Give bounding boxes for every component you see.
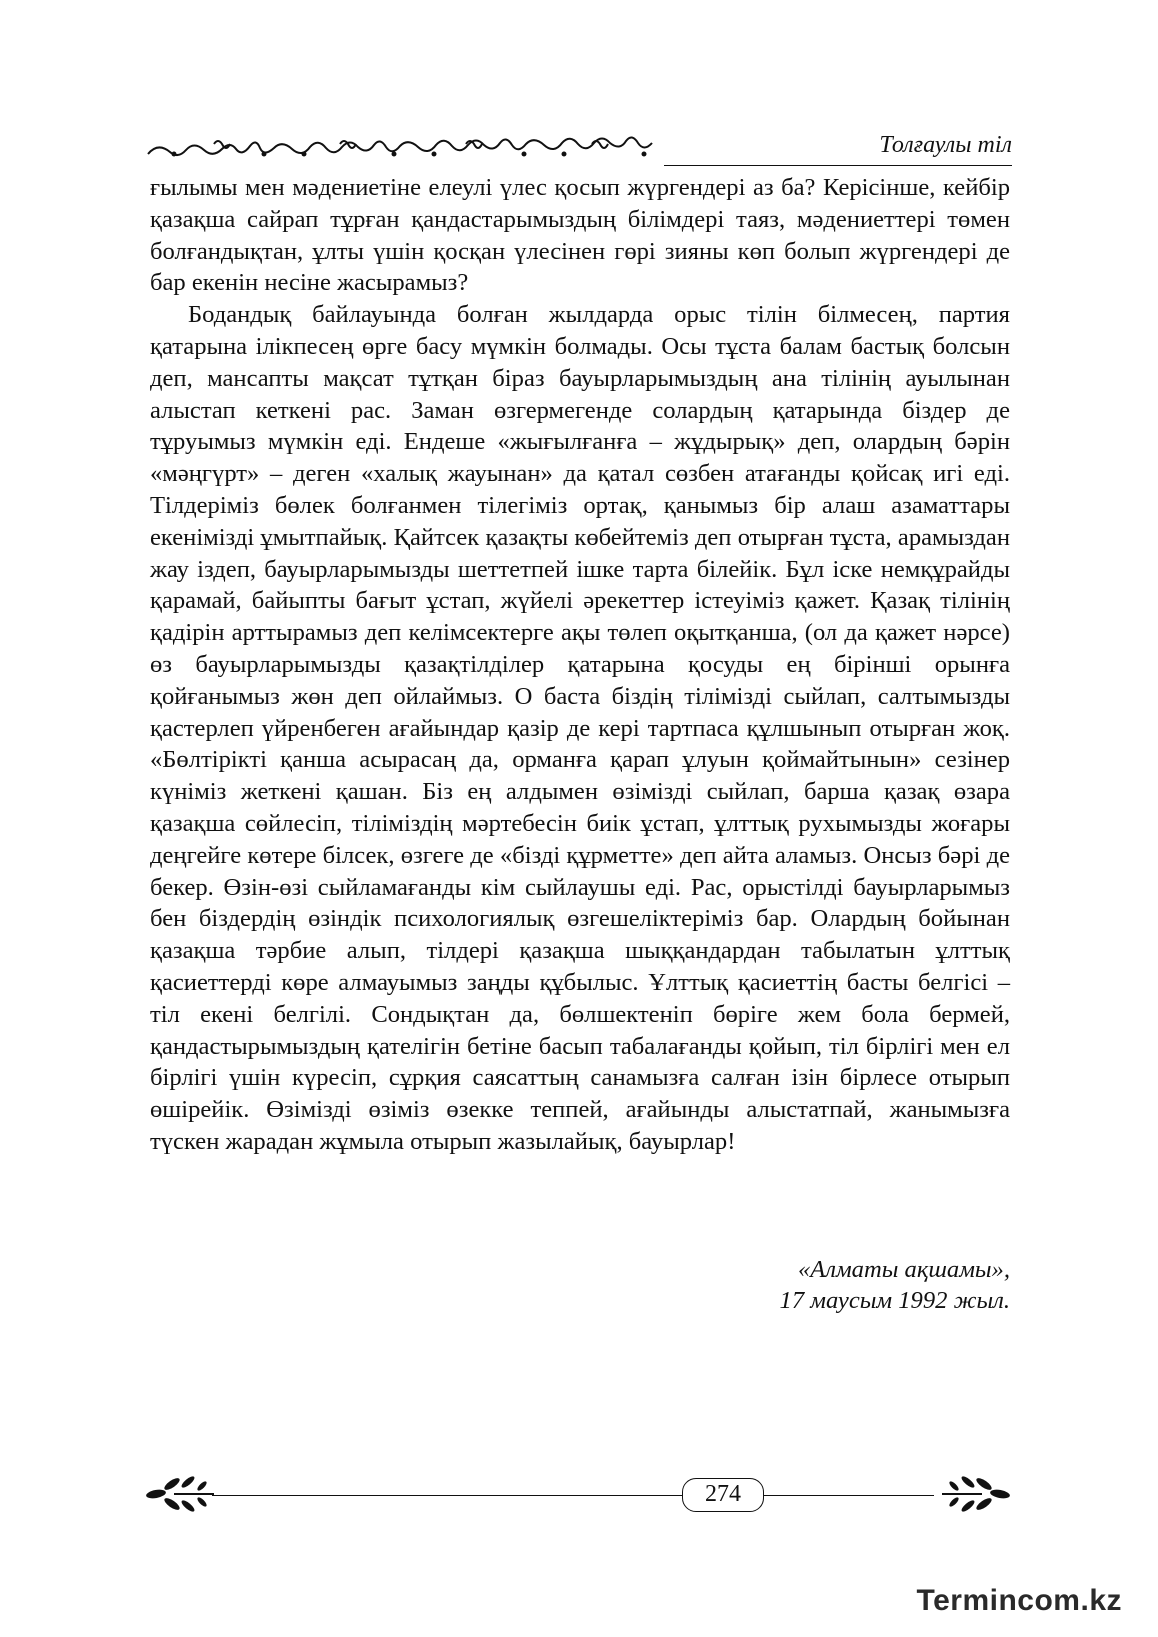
page-header — [144, 128, 1012, 168]
page-number: 274 — [682, 1478, 764, 1512]
paragraph-continuation: ғылымы мен мәдениетіне елеулі үлес қосып жүргендері аз ба? Керісінше, кейбір қазақша сайрап тұрған қандастарымыздың білімдері таяз, мәдениеттері төмен болғандықтан, ұлты үшін қосқан үлесінен гөрі зияны көп болып жүргендері де бар екенін несіне жасырамыз? — [150, 174, 1010, 297]
site-watermark: Termincom.kz — [916, 1584, 1122, 1617]
running-header-title: Толғаулы тіл — [879, 132, 1012, 158]
footer-rule-left — [212, 1495, 682, 1496]
leaf-ornament-icon — [144, 1474, 216, 1516]
ornament-border-icon — [144, 134, 664, 166]
paragraph-main: Бодандық байлауында болған жылдарда орыс тілін білмесең, партия қатарына ілікпесең өрге басу мүмкін болмады. Осы тұста балам бастық болсын деп, мансапты мақсат тұтқан біраз бауырларымыздың ана тілінің ауылынан алыстап кеткені рас. Заман өзгермегенде солардың қатарында біздер де тұруымыз мүмкін еді. Ендеше «жығылғанға – жұдырық» деп, олардың бәрін «мәңгүрт» – деген «халық жауынан» да қатал сөзбен атағанды қойсақ игі еді. Тілдеріміз бөлек болғанмен тілегіміз ортақ, қанымыз бір алаш азаматтары екенімізді ұмытпайық. Қайтсек қазақты көбейтеміз деп отырған тұста, арамыздан жау іздеп, бауырларымызды шеттетпей ішке тарта білейік. Бұл іске немқұрайды қарамай, байыпты бағыт ұстап, жүйелі әрекеттер істеуіміз қажет. Қазақ тілінің қадірін арттырамыз деп келімсектерге ақы төлеп оқытқанша, (ол да қажет нәрсе) өз бауырларымызды қазақтілділер қатарына қосуды ең бірінші орынға қойғанымыз жөн деп ойлаймыз. О баста біздің тілімізді сыйлап, салтымызды қастерлеп үйренбеген ағайындар қазір де кері тартпаса құлшынып отырған жоқ. «Бөлтірікті қанша асырасаң да, орманға қарап ұлуын қоймайтынын» сезінер күніміз жеткені қашан. Біз ең алдымен өзімізді сыйлап, барша қазақ өзара қазақша сөйлесіп, тіліміздің мәртебесін биік ұстап, ұлттық рухымызды жоғары деңгейге көтере білсек, өзгеге де «бізді құрметте» деп айта аламыз. Онсыз бәрі де бекер. Өзін-өзі сыйламағанды кім сыйлаушы еді. Рас, орыстілді бауырларымыз бен біздердің өзіндік психологиялық өзгешеліктеріміз бар. Олардың бойынан қазақша тәрбие алып, тілдері қазақша шыққандардан табылатын ұлттық қасиеттерді көре алмауымыз заңды құбылыс. Ұлттық қасиеттің басты белгісі – тіл екені белгілі. Сондықтан да, бөлшектеніп бөріге жем бола бермей, қандастырымыздың қателігін бетіне басып табалағанды қойып, тіл бірлігі мен ел бірлігі үшін күресіп, сұрқия саясаттың санамызға салған ізін бірлесе отырып өшірейік. Өзімізді өзіміз өзекке теппей, ағайынды алыстатпай, жанымызға түскен жарадан жұмыла отырып жазылайық, бауырлар! — [150, 301, 1010, 1155]
header-rule — [664, 165, 1012, 166]
source-signature — [780, 1254, 1010, 1316]
source-date: 17 маусым 1992 жыл. — [779, 1287, 1010, 1314]
page-footer — [144, 1470, 1012, 1520]
source-newspaper: «Алматы ақшамы», — [797, 1256, 1010, 1283]
article-body — [150, 172, 1010, 1158]
leaf-ornament-icon — [940, 1474, 1012, 1516]
footer-rule-right — [764, 1495, 934, 1496]
